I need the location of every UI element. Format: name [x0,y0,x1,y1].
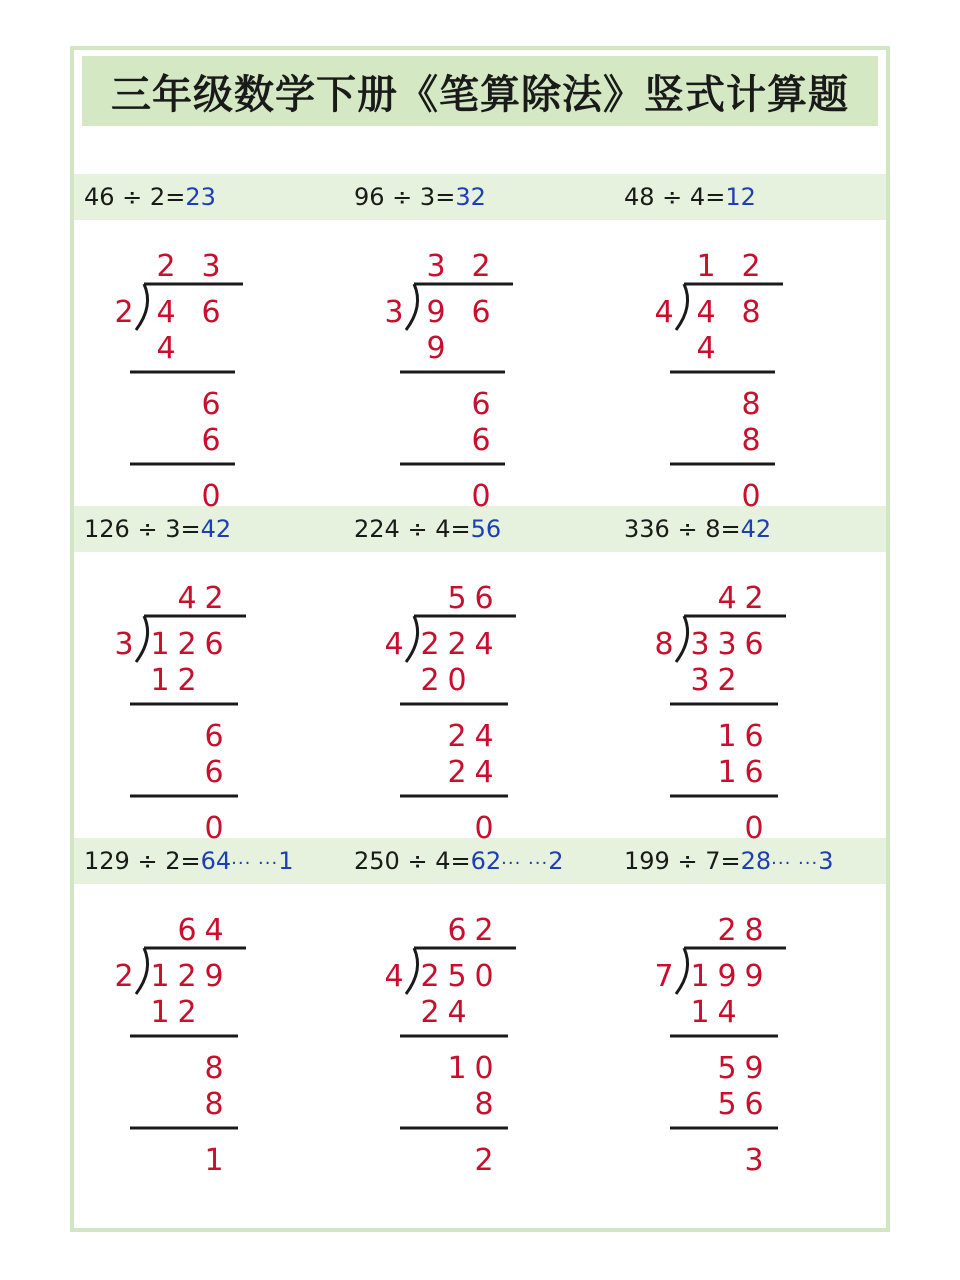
equation-dividend: 126 [84,515,130,543]
work-digit: 8 [474,1087,494,1122]
work-digit: 6 [204,755,224,790]
long-division [374,898,614,1178]
quotient-digit: 6 [447,913,467,948]
work-digit: 1 [204,1143,224,1178]
divisor-digit: 2 [114,295,134,330]
work-digit: 1 [717,719,737,754]
equation-dividend: 48 [624,183,655,211]
quotient-digit: 2 [474,913,494,948]
work-digit: 0 [741,479,761,514]
work-digit: 0 [204,811,224,846]
quotient-digit: 2 [204,581,224,616]
work-digit: 6 [204,719,224,754]
work-digit: 5 [717,1087,737,1122]
equation-divisor: 8 [705,515,721,543]
equation-quotient: 64 [200,847,232,875]
dividend-digit: 9 [717,959,737,994]
work-digit: 6 [744,755,764,790]
divide-sign: ÷ [399,515,436,543]
equals-sign: = [180,847,201,875]
dividend-digit: 4 [474,627,494,662]
equals-sign: = [450,847,471,875]
work-digit: 5 [717,1051,737,1086]
equation-remainder: 2 [548,847,564,875]
equation-remainder: 3 [818,847,834,875]
work-digit: 2 [177,995,197,1030]
long-division [104,898,344,1178]
equation-dividend: 250 [354,847,400,875]
equation-dividend: 224 [354,515,400,543]
divisor-digit: 4 [384,627,404,662]
work-digit: 2 [420,663,440,698]
equation [624,514,771,544]
dividend-digit: 1 [150,627,170,662]
work-digit: 8 [741,423,761,458]
divide-sign: ÷ [384,183,420,211]
dividend-digit: 0 [474,959,494,994]
long-division [644,234,884,514]
divisor-digit: 2 [114,959,134,994]
equation-divisor: 4 [689,183,706,211]
divisor-digit: 4 [384,959,404,994]
divisor-digit: 4 [654,295,674,330]
equation-dividend: 96 [354,183,385,211]
dividend-digit: 6 [201,295,221,330]
work-digit: 8 [741,387,761,422]
dividend-digit: 1 [690,959,710,994]
equation-divisor: 2 [149,183,166,211]
equals-sign: = [720,515,741,543]
remainder-dots: ··· ··· [231,853,279,874]
work-digit: 6 [201,423,221,458]
division-bracket [136,948,148,994]
equation-dividend: 199 [624,847,670,875]
division-bracket [676,284,688,330]
divide-sign: ÷ [669,515,706,543]
equation [624,846,833,879]
equation-quotient: 28 [740,847,772,875]
long-division [104,566,344,846]
equation-divisor: 4 [435,515,451,543]
work-digit: 2 [717,663,737,698]
equation [354,182,486,212]
work-digit: 1 [150,995,170,1030]
dividend-digit: 3 [690,627,710,662]
dividend-digit: 6 [744,627,764,662]
equation-quotient: 42 [200,515,232,543]
work-digit: 6 [471,387,491,422]
work-digit: 2 [177,663,197,698]
divisor-digit: 3 [114,627,134,662]
divisor-digit: 7 [654,959,674,994]
divide-sign: ÷ [129,515,166,543]
work-digit: 1 [690,995,710,1030]
quotient-digit: 4 [717,581,737,616]
quotient-digit: 6 [474,581,494,616]
equals-sign: = [180,515,201,543]
work-digit: 0 [744,811,764,846]
quotient-digit: 4 [204,913,224,948]
long-division [374,234,614,514]
quotient-digit: 2 [156,249,176,284]
dividend-digit: 2 [420,627,440,662]
work-digit: 8 [204,1051,224,1086]
equation-dividend: 46 [84,183,115,211]
divide-sign: ÷ [669,847,706,875]
dividend-digit: 3 [717,627,737,662]
equation [84,182,216,212]
work-digit: 2 [447,755,467,790]
divide-sign: ÷ [654,183,690,211]
work-digit: 4 [474,755,494,790]
quotient-digit: 3 [201,249,221,284]
work-digit: 6 [471,423,491,458]
dividend-digit: 2 [177,627,197,662]
dividend-digit: 9 [204,959,224,994]
division-bracket [136,616,148,662]
work-digit: 4 [156,331,176,366]
dividend-digit: 1 [150,959,170,994]
dividend-digit: 9 [426,295,446,330]
dividend-digit: 6 [204,627,224,662]
work-digit: 0 [474,811,494,846]
work-digit: 4 [447,995,467,1030]
equation-dividend: 336 [624,515,670,543]
equation-divisor: 7 [705,847,721,875]
work-digit: 4 [717,995,737,1030]
quotient-digit: 4 [177,581,197,616]
work-digit: 3 [744,1143,764,1178]
title-bar [82,56,878,126]
equation [624,182,756,212]
division-bracket [406,616,418,662]
work-digit: 4 [696,331,716,366]
equation-dividend: 129 [84,847,130,875]
work-digit: 6 [744,1087,764,1122]
quotient-digit: 2 [744,581,764,616]
equals-sign: = [720,847,741,875]
equals-sign: = [165,183,186,211]
remainder-dots: ··· ··· [771,853,819,874]
quotient-digit: 1 [696,249,716,284]
work-digit: 1 [447,1051,467,1086]
work-digit: 2 [447,719,467,754]
equation-divisor: 3 [419,183,436,211]
equation-divisor: 2 [165,847,181,875]
equation-quotient: 62 [470,847,502,875]
equation-remainder: 1 [278,847,294,875]
long-division [644,898,884,1178]
quotient-digit: 2 [741,249,761,284]
dividend-digit: 8 [741,295,761,330]
dividend-digit: 2 [420,959,440,994]
quotient-digit: 8 [744,913,764,948]
equation-quotient: 32 [455,183,486,211]
equation-quotient: 23 [185,183,216,211]
dividend-digit: 6 [471,295,491,330]
equation-quotient: 12 [725,183,756,211]
work-digit: 6 [744,719,764,754]
long-division [644,566,884,846]
work-digit: 2 [420,995,440,1030]
division-bracket [136,284,148,330]
equation [84,514,231,544]
divisor-digit: 3 [384,295,404,330]
long-division [374,566,614,846]
dividend-digit: 2 [447,627,467,662]
division-bracket [406,284,418,330]
divisor-digit: 8 [654,627,674,662]
quotient-digit: 2 [471,249,491,284]
dividend-digit: 2 [177,959,197,994]
quotient-digit: 5 [447,581,467,616]
work-digit: 6 [201,387,221,422]
work-digit: 0 [447,663,467,698]
dividend-digit: 4 [696,295,716,330]
remainder-dots: ··· ··· [501,853,549,874]
divide-sign: ÷ [129,847,166,875]
quotient-digit: 6 [177,913,197,948]
equation-divisor: 3 [165,515,181,543]
work-digit: 0 [471,479,491,514]
divide-sign: ÷ [114,183,150,211]
equation-quotient: 56 [470,515,502,543]
work-digit: 8 [204,1087,224,1122]
division-bracket [676,948,688,994]
work-digit: 2 [474,1143,494,1178]
work-digit: 3 [690,663,710,698]
work-digit: 1 [717,755,737,790]
equation [354,846,563,879]
quotient-digit: 2 [717,913,737,948]
long-division [104,234,344,514]
dividend-digit: 9 [744,959,764,994]
work-digit: 0 [201,479,221,514]
work-digit: 1 [150,663,170,698]
work-digit: 9 [744,1051,764,1086]
equation-quotient: 42 [740,515,772,543]
equals-sign: = [705,183,726,211]
quotient-digit: 3 [426,249,446,284]
work-digit: 4 [474,719,494,754]
equals-sign: = [450,515,471,543]
divide-sign: ÷ [399,847,436,875]
equation-divisor: 4 [435,847,451,875]
division-bracket [406,948,418,994]
work-digit: 9 [426,331,446,366]
equals-sign: = [435,183,456,211]
page-title: 三年级数学下册《笔算除法》竖式计算题 [111,71,849,118]
dividend-digit: 4 [156,295,176,330]
equation [354,514,501,544]
division-bracket [676,616,688,662]
dividend-digit: 5 [447,959,467,994]
work-digit: 0 [474,1051,494,1086]
equation [84,846,293,879]
